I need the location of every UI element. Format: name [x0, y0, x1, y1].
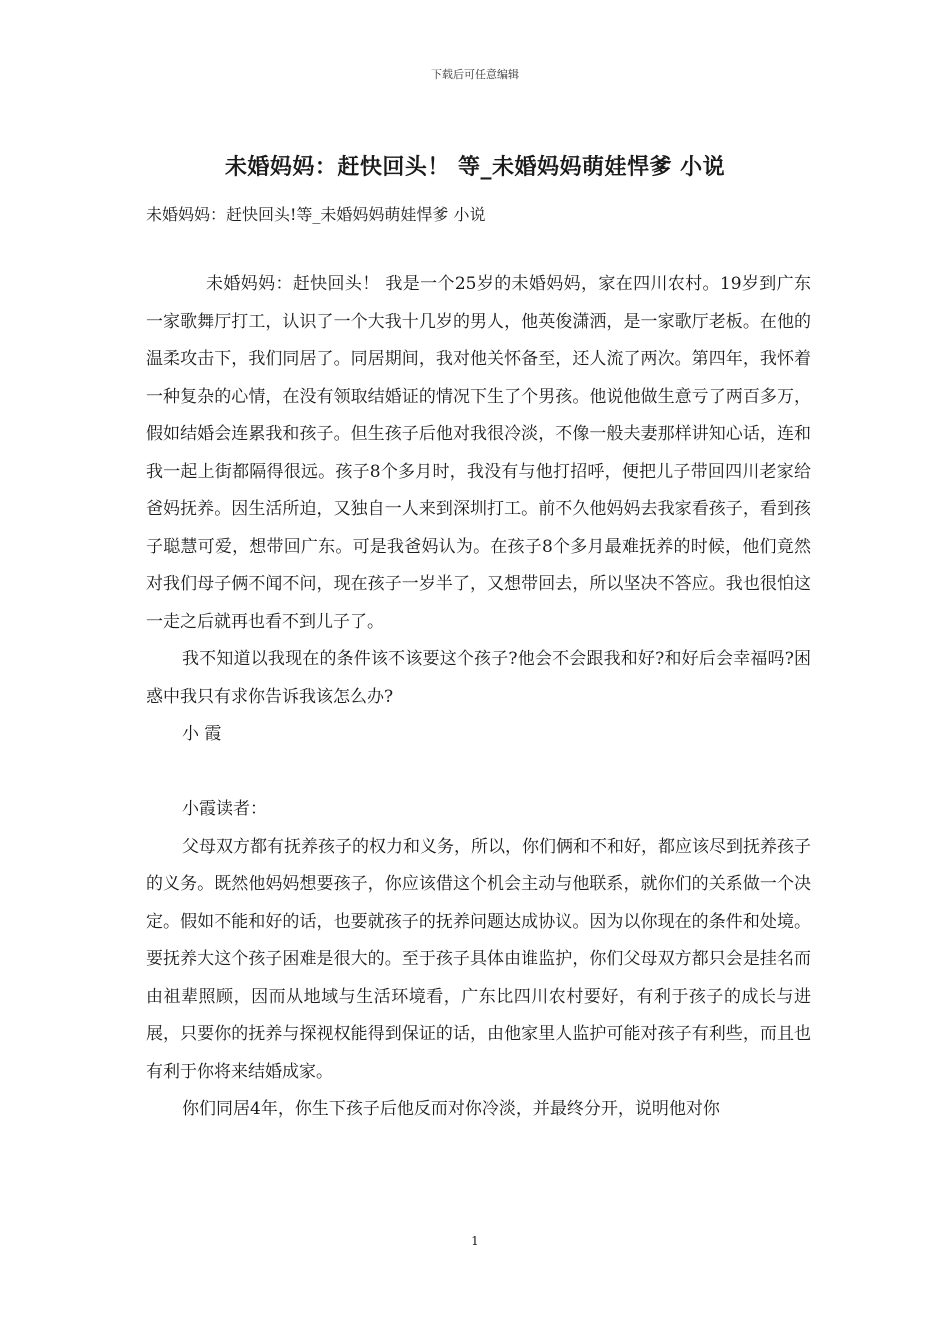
paragraph-continuation: 你们同居4年，你生下孩子后他反而对你冷淡，并最终分开，说明他对你 [182, 1099, 720, 1119]
document-body [146, 266, 811, 1129]
paragraph-question: 我不知道以我现在的条件该不该要这个孩子?他会不会跟我和好?和好后会幸福吗?困惑中我只有求你告诉我该怎么办? [146, 649, 811, 707]
page-number: 1 [471, 1234, 479, 1248]
paragraph-signature: 小 霞 [182, 724, 222, 744]
paragraph-reply: 父母双方都有抚养孩子的权力和义务，所以，你们俩和不和好，都应该尽到抚养孩子的义务。既然他妈妈想要孩子，你应该借这个机会主动与他联系，就你们的关系做一个决定。假如不能和好的话，也要就孩子的抚养问题达成协议。因为以你现在的条件和处境。要抚养大这个孩子困难是很大的。至于孩子具体由谁监护，你们父母双方都只会是挂名而由祖辈照顾，因而从地域与生活环境看，广东比四川农村要好，有利于孩子的成长与进展，只要你的抚养与探视权能得到保证的话，由他家里人监护可能对孩子有利些，而且也有利于你将来结婚成家。 [146, 836, 811, 1082]
paragraph-letter: 未婚妈妈：赶快回头！ 我是一个25岁的未婚妈妈，家在四川农村。19岁到广东一家歌舞厅打工，认识了一个大我十几岁的男人，他英俊潇洒，是一家歌厅老板。在他的温柔攻击下，我们同居了。同居期间，我对他关怀备至，还人流了两次。第四年，我怀着一种复杂的心情，在没有领取结婚证的情况下生了个男孩。他说他做生意亏了两百多万，假如结婚会连累我和孩子。但生孩子后他对我很冷淡，不像一般夫妻那样讲知心话，连和我一起上街都隔得很远。孩子8个多月时，我没有与他打招呼，便把儿子带回四川老家给爸妈抚养。因生活所迫，又独自一人来到深圳打工。前不久他妈妈去我家看孩子，看到孩子聪慧可爱，想带回广东。可是我爸妈认为。在孩子8个多月最难抚养的时候，他们竟然对我们母子俩不闻不问，现在孩子一岁半了，又想带回去，所以坚决不答应。我也很怕这一走之后就再也看不到儿子了。 [146, 274, 811, 632]
paragraph-salutation: 小霞读者： [182, 799, 267, 819]
document-subtitle: 未婚妈妈：赶快回头!等_未婚妈妈萌娃悍爹 小说 [146, 205, 486, 224]
document-title: 未婚妈妈：赶快回头！ 等_未婚妈妈萌娃悍爹 小说 [224, 155, 726, 180]
page-header-note: 下载后可任意编辑 [431, 68, 519, 81]
